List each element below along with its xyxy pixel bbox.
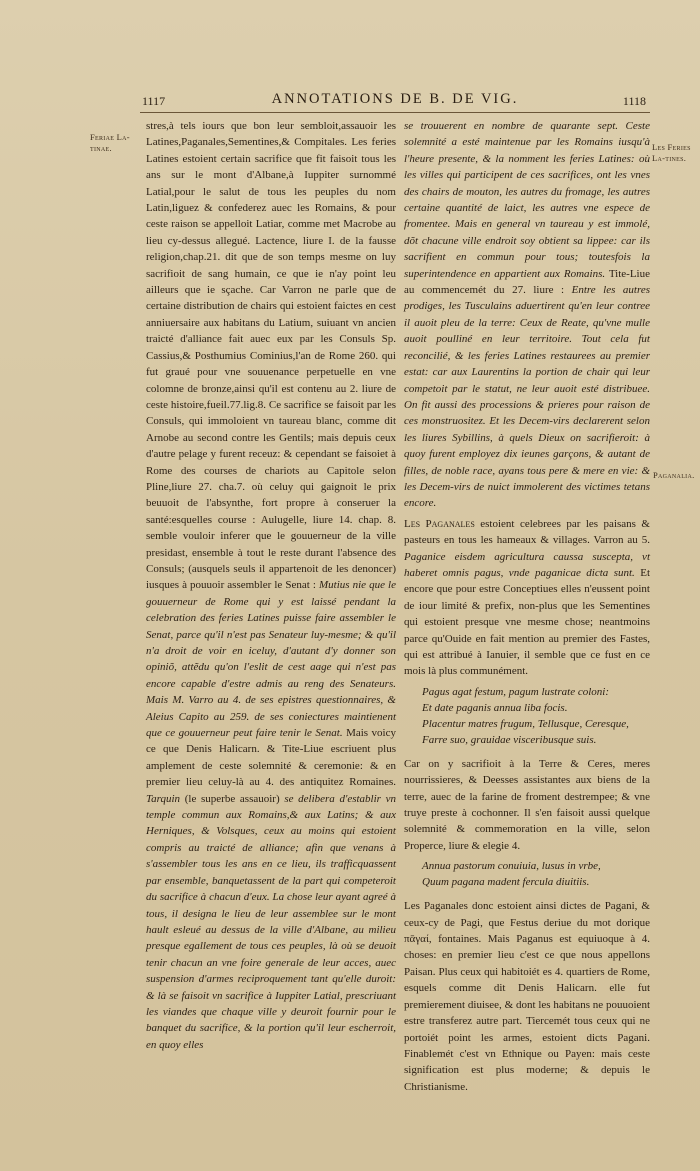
denis-quote: se delibera d'establir vn temple commun aux Romains,& aux Latins; & aux Herniques, & Volsques, ceux au moins qui estoient compris au traicté de alliance; afin que venans à s'assembler tous les ans en ce lieu, ils trafficquassent par ensemble, banquetassent de la part qui competeroit du sacrifice à chacun d'eux. La chose leur ayant agreé à tous, il designa le lieu de leur assemblee sur le mont hault esleué au dessus de la ville d'Albane, au milieu presque egallement de tous ces peuples, là où se deuoit tenir chacun an vne foire generale de leur acces, auec suspension d'armes reciproquement tant qu'elle duroit: & là se faisoit vn sacrifice à Iuppiter Latial, prescriuant les viandes que chaque ville y deuroit fournir pour le banquet du sacrifice, & la portion qu'il leur escherroit, en quoy elles: [146, 792, 397, 1051]
right-paragraph-4: Les Paganales donc estoient ainsi dictes de Pagani, & ceux-cy de Pagi, que Festus deriue du mot dorique πᾱγαί, fontaines. Mais Paganus est equiuoque à 4. choses: en premier lieu c'est ce que nous appellons Paisan. Plus ceux qui habitoiét es 4. quartiers de Rome, esquels comme dit Denis Halicarn. elle fut premierement diuisee, & dont les habitans ne pouuoient estre transferez autre part. Tiercemét tous ceux qui ne portoiét point les armes, estoient dicts Pagani. Finablemét c'est vn Ethnique ou Payen: mais ceste signification est plus moderne; & depuis le Christianisme.: [404, 900, 650, 1093]
margin-note-feries-latines: Les Feries La-tines.: [652, 142, 691, 163]
propertius-verse: Annua pastorum conuiuia, lusus in vrbe, Quum pagana madent fercula diuitiis.: [422, 860, 601, 889]
left-column: [146, 118, 396, 1057]
left-paragraph-1: stres,à tels iours que bon leur sembloit,assauoir les Latines,Paganales,Sementines,& Compitales. Les feries Latines estoient certain sacrifice que fit faisoit tous les ans sur le mont d'Albane,à Iuppiter surnommé Latial,pour le salut de tous les peuples du nom Latin,liguez & confederez auec les Romains, & pour ceste raison se appelloit Latiar, comme met Macrobe au lieu cy-dessus allegué. Lactence, liure I. de la fausse religion,chap.21. dit que de son temps mesme on luy sacrifioit de sang humain, ce que ie n'ay point leu ailleurs que ie sçache. Car Varron ne parle que de certaine distribution de chairs qui estoient faictes en cest anniuersaire aux habitans du Latium, suiuant vn ancien traicté d'alliance fait auec eux par les Consuls Sp. Cassius,& Posthumius Cominius,l'an de Rome 260. qui fut graué pour vne souuenance perpetuelle en vne colomne de bronze,ainsi qu'il est contenu au 2. liure de ceste histoire,fueil.77.lig.8. Ce sacrifice se faisoit par les Consuls, qui immoloient vn taureau blanc, comme dit Arnobe au second contre les Gentils; mais depuis ceux d'autre pelage y furent receuz: & cependant se faisoiet à Rome des courses de chariots au Capitole selon Pline,liure 27. cha.7. où celuy qui gaignoit le prix beuuoit de l'absynthe, fort propre à conseruer la santé:esquelles course : Aulugelle, liure 14. chap. 8. semble vouloir inferer que le gouuerneur de la ville presidast, ensemble à tout le reste durant l'absence des Consuls; (ausquels seuls il appartenoit de les denoncer) iusques à pouuoir assembler le Senat : Mutius nie que le gouuerneur de Rome qui y est laissé pendant la celebration des feries Latines puisse faire assembler le Senat, parce qu'il n'est pas Senateur luy-mesme; & qu'il n'a droit de voir en iceluy, d'autant d'y donner son opiniõ, attẽdu qu'on l'eslit de cest aage qui n'est pas encore capable d'estre admis au reng des Senateurs. Mais M. Varro au 4. de ses epistres questionnaires, & Aleius Capito au 259. de ses coniectures maintienent que ce gouuerneur peut faire tenir le Senat. Mais voicy ce que Denis Halicarn. & Tite-Liue escriuent plus amplement de ceste solemnité & ceremonie: & en premier lieu celuy-là au 4. des antiquitez Romaines. Tarquin (le superbe assauoir) se delibera d'establir vn temple commun aux Romains,& aux Latins; & aux Herniques, & Volsques, ceux au moins qui estoient compris au traicté de alliance; afin que venans à s'assembler tous les ans en ce lieu, ils trafficquassent par ensemble, banquetassent de la part qui competeroit du sacrifice à chacun d'eux. La chose leur ayant agreé à tous, il designa le lieu de leur assemblee sur le mont hault esleué au dessus de la ville d'Albane, au milieu presque egallement de tous ces peuples, là où se deuoit tenir chacun an vne foire generale de leur acces, auec suspension d'armes reciproquement tant qu'elle duroit: & là se faisoit vn sacrifice à Iuppiter Latial, prescriuant les viandes que chaque ville y deuroit fournir pour le banquet du sacrifice, & la portion qu'il leur escherroit, en quoy elles: [146, 120, 397, 1051]
running-header: [140, 88, 650, 113]
right-paragraph-1: se trouuerent en nombre de quarante sept. Ceste solemnité a esté maintenue par les Romains iusqu'à l'heure presente, & la nomment les feries Latines: où les villes qui participent de ces sacrifices, ont les vnes des chairs de mouton, les autres du fromage, les autres certaine quantité de laict, les autres vne espece de fromentee. Mais en general vn taureau y est immolé, dõt chacune ville endroit soy obtient sa lippee: car ils sacrifient en commun pour tous; toutesfois la superintendence en appartient aux Romains. Tite-Liue au commencemét du 27. liure : Entre les autres prodiges, les Tusculains aduertirent qu'en leur contree il auoit pleu de la terre: Ceux de Reate, qu'vne mulle auoit poulliné en leur territoire. Tout cela fut reconcilié, & les feries Latines restaurees au premier estat: car aux Laurentins la portion de chair qui leur competoit par le statut, ne leur auoit esté distribuee. On fit aussi des processions & prieres pour raison de ces monstruositez. Et les Decem-virs declarerent selon les liures Sybillins, à quels Dieux on sacrifieroit: à quoy furent employez dix ieunes garçons, & autant de filles, de noble race, ayans tous pere & mere en vie: & les Decem-virs de nuict immolerent des victimes tetans encore.: [404, 120, 651, 510]
right-column: [404, 118, 650, 1099]
paganales-heading: Les Paganales: [404, 517, 475, 530]
mutius-quote: Mutius nie que le gouuerneur de Rome qui y est laissé pendant la celebration des feries Latines puisse faire assembler le Senat, parce qu'il n'est pas Senateur luy-mesme; & qu'il n'a droit de voir en iceluy, d'autant d'y donner son opiniõ, attẽdu qu'on l'eslit de cest aage qui n'est pas encore capable d'estre admis au reng des Senateurs. Mais M. Varro au 4. de ses epistres questionnaires, & Aleius Capito au 259. de ses coniectures maintienent que ce gouuerneur peut faire tenir le Senat.: [146, 579, 396, 740]
ovid-verse: Pagus agat festum, pagum lustrate coloni: Et date paganis annua liba focis. Placentur matres frugum, Tellusque, Ceresque, Farre suo, grauidae visceribusque suis.: [422, 685, 629, 746]
right-paragraph-2: Les Paganales estoient celebrees par les paisans & pasteurs en tous les hameaux & villages. Varron au 5. Paganice eisdem agricultura caussa suscepta, vt haberet omnis pagus, vnde paganicae dicta sunt. Et encore que pour estre Conceptiues elles n'eussent point de iour limité & prefix, non-plus que les Sementines qui estoient presque vne mesme chose; neantmoins parce qu'Ouide en fait mention au premier des Fastes, qui est attribué à Ianuier, il semble que ce fust en ce mois là plus communément.: [404, 517, 651, 678]
margin-note-paganalia: Paganalia.: [653, 470, 695, 480]
running-title: ANNOTATIONS DE B. DE VIG.: [271, 91, 519, 107]
margin-note-feriae-latinae: Feriae La-tinae.: [90, 132, 130, 153]
page-number-left: 1117: [142, 94, 166, 108]
page-number-right: 1118: [622, 94, 646, 108]
right-paragraph-3: Car on y sacrifioit à la Terre & Ceres, meres nourrissieres, & Deesses assistantes aux biens de la terre, auec de la farine de froment destrempee; & vne truye preste à cochonner. Il s'en faisoit aussi quelque solemnité & commemoration en la ville, selon Properce, liure & elegie 4.: [404, 757, 650, 852]
